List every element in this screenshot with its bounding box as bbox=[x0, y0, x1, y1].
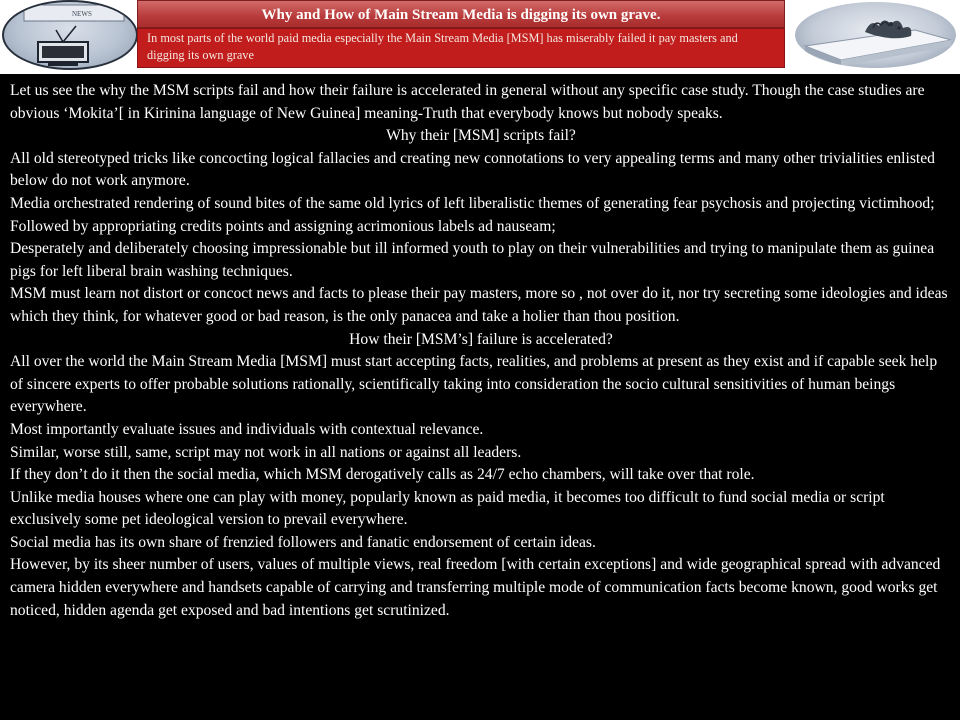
paragraph: Similar, worse still, same, script may not work in all nations or against all leaders. bbox=[10, 443, 522, 461]
section-heading-why: Why their [MSM] scripts fail? bbox=[386, 127, 576, 145]
section-heading-how: How their [MSM’s] failure is accelerated? bbox=[349, 330, 613, 348]
paragraph: Most importantly evaluate issues and individuals with contextual relevance. bbox=[10, 420, 484, 438]
grave-image bbox=[795, 2, 956, 68]
paragraph: Desperately and deliberately choosing impressionable but ill informed youth to play on their vulnerabilities and trying to manipulate them as guinea pigs for left liberal brain washing techniques. bbox=[10, 240, 935, 280]
paragraph: However, by its sheer number of users, values of multiple views, real freedom [with certain exceptions] and wide geographical spread with advanced camera hidden everywhere and handsets capable of carrying and transferring multiple mode of communication facts become known, good works get noticed, hidden agenda get exposed and bad intentions get scrutinized. bbox=[10, 556, 941, 619]
paragraph: MSM must learn not distort or concoct news and facts to please their pay masters, more so , not over do it, nor try secreting some ideologies and ideas which they think, for whatever good or bad reason, is the only panacea and take a holier than thou position. bbox=[10, 285, 948, 325]
news-tv-image bbox=[2, 0, 138, 70]
news-sign-label: NEWS bbox=[72, 10, 92, 18]
header-banner bbox=[0, 0, 960, 72]
paragraph: Followed by appropriating credits points and assigning acrimonious labels ad nauseam; bbox=[10, 217, 556, 235]
banner-subtitle: In most parts of the world paid media especially the Main Stream Media [MSM] has miserably failed it pay masters and digging its own grave bbox=[137, 28, 785, 68]
paragraph: Media orchestrated rendering of sound bites of the same old lyrics of left liberalistic themes of generating fear psychosis and projecting victimhood; bbox=[10, 194, 935, 212]
paragraph: Social media has its own share of frenzied followers and fanatic endorsement of certain ideas. bbox=[10, 533, 596, 551]
paragraph: Unlike media houses where one can play with money, popularly known as paid media, it becomes too difficult to fund social media or script exclusively some pet ideological version to prevail everywhere. bbox=[10, 488, 885, 529]
banner-title: Why and How of Main Stream Media is digging its own grave. bbox=[137, 0, 785, 28]
paragraph: All old stereotyped tricks like concocting logical fallacies and creating new connotations to very appealing terms and many other trivialities enlisted below do not work anymore. bbox=[10, 149, 935, 190]
intro-paragraph: Let us see the why the MSM scripts fail and how their failure is accelerated in general without any specific case study. Though the case studies are obvious ‘Mokita’[ in Kirinina language of New Guinea] meaning-Truth that everybody knows but nobody speaks. bbox=[10, 82, 925, 122]
paragraph: If they don’t do it then the social media, which MSM derogatively calls as 24/7 echo chambers, will take over that role. bbox=[10, 466, 755, 484]
paragraph: All over the world the Main Stream Media [MSM] must start accepting facts, realities, and problems at present as they exist and if capable seek help of sincere experts to offer probable solutions rationally, scientifically taking into consideration the socio cultural sensitivities of human beings everywhere. bbox=[10, 353, 938, 416]
article-body bbox=[0, 74, 960, 720]
